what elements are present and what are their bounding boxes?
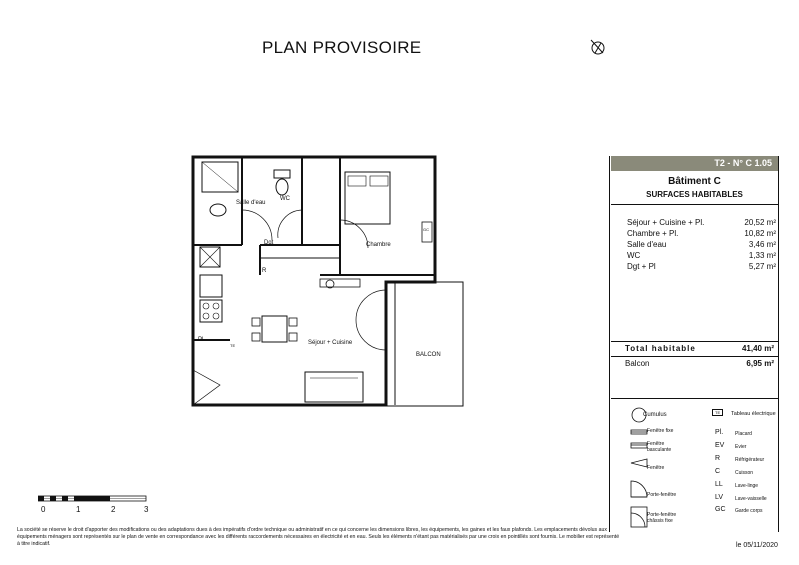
surface-room-name: Séjour + Cuisine + Pl. [627,218,705,227]
surface-row [611,261,778,272]
legend-porte-fenetre: Porte-fenêtre [647,492,677,498]
legend-fenetre-basculante: Fenêtre basculante [647,441,672,453]
plan-date: le 05/11/2020 [736,542,778,549]
legend-code-label: Lave-linge [735,483,759,489]
legend [611,398,778,531]
side-panel-right-border [778,156,779,532]
rooms-list [611,217,778,272]
unit-reference: T2 - N° C 1.05 [611,156,778,171]
surface-room-area: 20,52 m² [744,218,776,227]
surfaces-panel [611,156,778,371]
legend-tableau: Tableau électrique [731,411,776,417]
legend-fenetre-fixe: Fenêtre fixe [647,428,674,434]
legend-code-label: Placard [735,431,752,437]
room-label-r: R [262,268,267,274]
legend-code-label: Evier [735,444,747,450]
balcony-label: Balcon [625,359,650,368]
legend-code: LL [715,481,723,488]
room-label-balcon: BALCON [416,352,441,358]
surface-room-area: 1,33 m² [748,251,776,260]
plan-title: PLAN PROVISOIRE [262,38,422,57]
scale-number: 2 [111,505,116,514]
legend-code: EV [715,442,725,449]
disclaimer: La société se réserve le droit d'apporter des modifications ou des adaptations dues à des impératifs d'ordre technique ou administratif en ce qui concerne les dimensions libres, les équipements, les gaines et les faux plafonds. Les emplacements dévolus aux équipements ménagers sont représentés sur le plan de vente en correspondance avec les différents raccordements nécessaires en électricité et en eau. Seuls les éléments n'étant pas matérialisés par une croix en pointillés sont fournis. Le mobilier est représenté à titre indicatif. [17,527,620,547]
balcony-value: 6,95 m² [746,359,774,368]
floor-plan-drawing [190,150,470,410]
legend-code: R [715,455,721,462]
surface-room-area: 10,82 m² [744,229,776,238]
scale-number: 3 [144,505,149,514]
room-label-gc: GC [423,227,429,232]
room-label-salle-deau: Salle d'eau [236,200,266,206]
legend-code: GC [715,506,726,513]
scale-bar [38,495,150,503]
surface-room-area: 5,27 m² [748,262,776,271]
surface-row [611,228,778,239]
surfaces-title: SURFACES HABITABLES [646,190,743,199]
surface-room-name: Salle d'eau [627,240,667,249]
surface-row [611,217,778,228]
room-label-chambre: Chambre [366,242,391,248]
legend-code-label: Réfrigérateur [735,457,765,463]
total-label: Total habitable [625,344,696,353]
legend-code: LV [715,494,724,501]
legend-code-label: Garde corps [735,508,763,514]
room-label-dgt: Dgt [264,240,274,246]
surface-row [611,250,778,261]
side-panel-left-border [609,156,610,532]
legend-code-label: Lave-vaisselle [735,496,767,502]
building-name: Bâtiment C [668,176,721,187]
surface-room-name: WC [627,251,641,260]
legend-code: Pl. [715,429,724,436]
balcony-row [611,357,778,371]
total-row [611,342,778,356]
legend-cumulus: Cumulus [643,412,667,418]
compass-icon [588,38,608,56]
legend-te-box: TE [712,409,723,416]
surface-room-name: Dgt + Pl [627,262,656,271]
surface-room-area: 3,46 m² [748,240,776,249]
room-label-te: TE [230,343,236,348]
room-label-wc: WC [280,196,290,202]
surface-room-name: Chambre + Pl. [627,229,679,238]
legend-porte-fenetre-chassis: Porte-fenêtre châssis fixe [647,512,677,524]
legend-fenetre: Fenêtre [647,465,665,471]
surface-row [611,239,778,250]
room-label-pl: Pl [198,337,204,343]
total-value: 41,40 m² [741,344,774,353]
scale-number: 0 [41,505,46,514]
scale-number: 1 [76,505,81,514]
legend-code: C [715,468,721,475]
room-label-sejour: Séjour + Cuisine [308,340,353,346]
legend-code-label: Cuisson [735,470,754,476]
floor-plan [190,150,470,415]
